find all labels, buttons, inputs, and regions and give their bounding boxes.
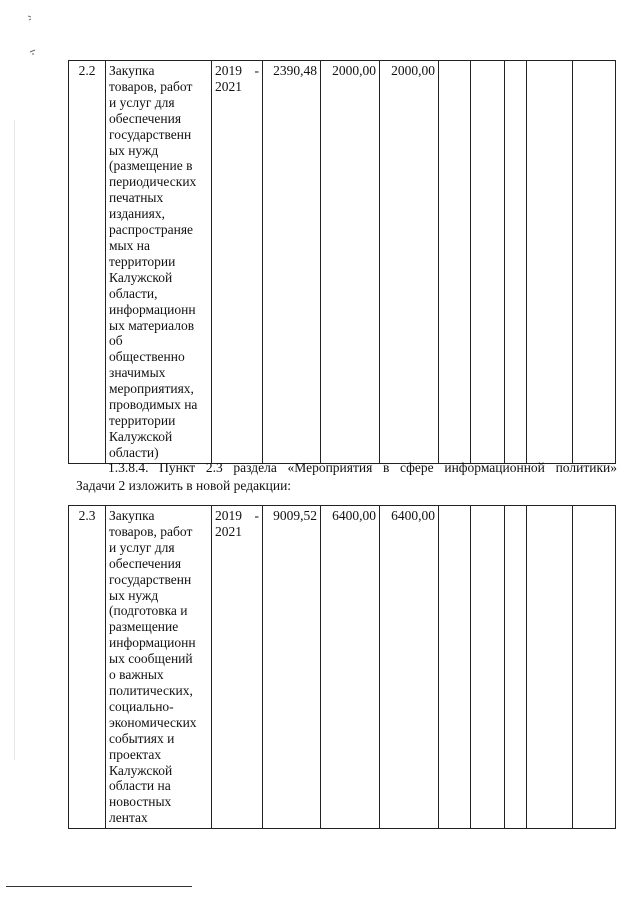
row-value-1: 2390,48 <box>263 61 321 464</box>
empty-cell <box>573 506 616 829</box>
empty-cell <box>527 506 573 829</box>
empty-cell <box>439 61 471 464</box>
empty-cell <box>573 61 616 464</box>
table-row-2-2 <box>68 60 616 464</box>
empty-cell <box>439 506 471 829</box>
paragraph-line-1: 1.3.8.4. Пункт 2.3 раздела «Мероприятия в сфере информационной политики» <box>108 460 617 475</box>
footer-rule <box>6 886 192 887</box>
paragraph-line-2: Задачи 2 изложить в новой редакции: <box>76 478 292 493</box>
row-value-2: 6400,00 <box>321 506 380 829</box>
row-value-1: 9009,52 <box>263 506 321 829</box>
row-number: 2.2 <box>69 61 106 464</box>
instruction-paragraph <box>76 459 617 495</box>
scan-margin-line <box>14 120 15 760</box>
empty-cell <box>471 506 505 829</box>
row-number: 2.3 <box>69 506 106 829</box>
table-row <box>69 61 616 464</box>
empty-cell <box>505 506 527 829</box>
empty-cell <box>527 61 573 464</box>
empty-cell <box>471 61 505 464</box>
row-period: 2019 - 2021 <box>212 61 263 464</box>
row-value-3: 6400,00 <box>380 506 439 829</box>
table-row-2-3 <box>68 505 616 829</box>
scan-marks <box>16 6 46 66</box>
row-value-3: 2000,00 <box>380 61 439 464</box>
row-description: Закупка товаров, работ и услуг для обеспечения государственн ых нужд (подготовка и размещение информационн ых сообщений о важных политических, социально- экономических событиях и проектах Калужской области на новостных лентах <box>106 506 212 829</box>
row-period: 2019 - 2021 <box>212 506 263 829</box>
table-row <box>69 506 616 829</box>
empty-cell <box>505 61 527 464</box>
row-description: Закупка товаров, работ и услуг для обеспечения государственн ых нужд (размещение в периодических печатных изданиях, распространяе мых на территории Калужской области, информационн ых материалов об общественно значимых мероприятиях, проводимых на территории Калужской области) <box>106 61 212 464</box>
row-value-2: 2000,00 <box>321 61 380 464</box>
